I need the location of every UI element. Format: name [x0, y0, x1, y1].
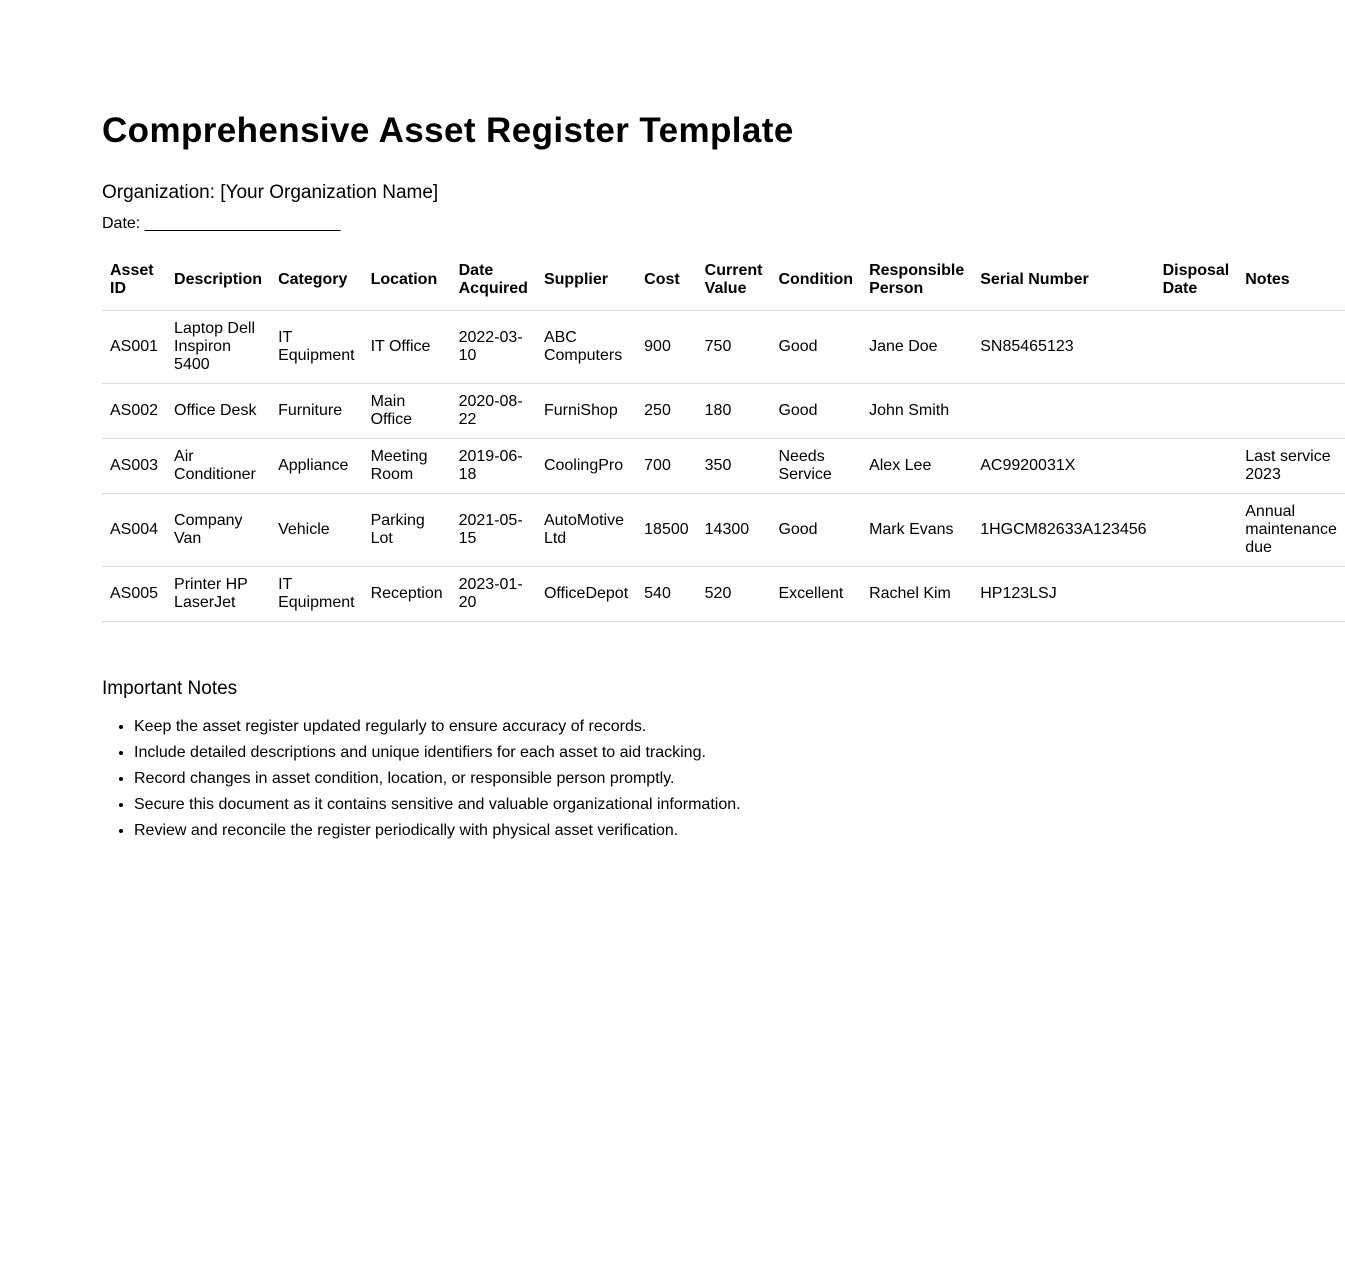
asset-register-table [102, 250, 1345, 622]
cell-notes [1237, 384, 1345, 439]
cell-condition: Excellent [770, 567, 861, 622]
cell-location: IT Office [363, 311, 451, 384]
cell-condition: Good [770, 494, 861, 567]
header-responsible-person: Responsible Person [861, 250, 972, 311]
cell-location: Meeting Room [363, 439, 451, 494]
cell-cost: 700 [636, 439, 697, 494]
cell-description: Office Desk [166, 384, 270, 439]
cell-category: Furniture [270, 384, 363, 439]
cell-notes [1237, 311, 1345, 384]
cell-description: Company Van [166, 494, 270, 567]
header-supplier: Supplier [536, 250, 636, 311]
cell-current-value: 350 [697, 439, 771, 494]
cell-supplier: AutoMotive Ltd [536, 494, 636, 567]
cell-category: IT Equipment [270, 311, 363, 384]
cell-current-value: 180 [697, 384, 771, 439]
cell-description: Laptop Dell Inspiron 5400 [166, 311, 270, 384]
notes-list [102, 714, 741, 844]
cell-date-acquired: 2019-06-18 [451, 439, 536, 494]
date-line: Date: ______________________ [102, 215, 341, 232]
cell-asset-id: AS004 [102, 494, 166, 567]
cell-serial-number [972, 384, 1154, 439]
cell-description: Air Conditioner [166, 439, 270, 494]
header-cost: Cost [636, 250, 697, 311]
cell-category: Appliance [270, 439, 363, 494]
cell-supplier: FurniShop [536, 384, 636, 439]
header-category: Category [270, 250, 363, 311]
cell-responsible-person: John Smith [861, 384, 972, 439]
cell-serial-number: HP123LSJ [972, 567, 1154, 622]
cell-notes: Annual maintenance due [1237, 494, 1345, 567]
list-item: • Keep the asset register updated regularly to ensure accuracy of records. [134, 714, 741, 740]
list-item: • Review and reconcile the register periodically with physical asset verification. [134, 818, 741, 844]
cell-condition: Good [770, 311, 861, 384]
cell-notes: Last service 2023 [1237, 439, 1345, 494]
header-date-acquired: Date Acquired [451, 250, 536, 311]
table-header-row [102, 250, 1345, 311]
cell-cost: 540 [636, 567, 697, 622]
cell-serial-number: SN85465123 [972, 311, 1154, 384]
cell-asset-id: AS002 [102, 384, 166, 439]
cell-disposal-date [1155, 494, 1238, 567]
cell-serial-number: 1HGCM82633A123456 [972, 494, 1154, 567]
table-row [102, 494, 1345, 567]
cell-supplier: OfficeDepot [536, 567, 636, 622]
table-row [102, 384, 1345, 439]
cell-category: IT Equipment [270, 567, 363, 622]
header-notes: Notes [1237, 250, 1345, 311]
document-page [102, 0, 1337, 1285]
cell-date-acquired: 2023-01-20 [451, 567, 536, 622]
cell-asset-id: AS001 [102, 311, 166, 384]
cell-responsible-person: Jane Doe [861, 311, 972, 384]
header-description: Description [166, 250, 270, 311]
cell-responsible-person: Rachel Kim [861, 567, 972, 622]
cell-cost: 18500 [636, 494, 697, 567]
cell-category: Vehicle [270, 494, 363, 567]
cell-disposal-date [1155, 311, 1238, 384]
cell-disposal-date [1155, 439, 1238, 494]
cell-cost: 250 [636, 384, 697, 439]
cell-description: Printer HP LaserJet [166, 567, 270, 622]
cell-date-acquired: 2021-05-15 [451, 494, 536, 567]
list-item: • Include detailed descriptions and unique identifiers for each asset to aid tracking. [134, 740, 741, 766]
header-serial-number: Serial Number [972, 250, 1154, 311]
header-current-value: Current Value [697, 250, 771, 311]
organization-line: Organization: [Your Organization Name] [102, 182, 439, 203]
cell-current-value: 520 [697, 567, 771, 622]
page-title: Comprehensive Asset Register Template [102, 111, 794, 150]
cell-responsible-person: Alex Lee [861, 439, 972, 494]
header-condition: Condition [770, 250, 861, 311]
cell-location: Parking Lot [363, 494, 451, 567]
cell-current-value: 14300 [697, 494, 771, 567]
header-location: Location [363, 250, 451, 311]
cell-asset-id: AS005 [102, 567, 166, 622]
header-disposal-date: Disposal Date [1155, 250, 1238, 311]
cell-responsible-person: Mark Evans [861, 494, 972, 567]
cell-asset-id: AS003 [102, 439, 166, 494]
table-row [102, 439, 1345, 494]
cell-cost: 900 [636, 311, 697, 384]
list-item: • Record changes in asset condition, location, or responsible person promptly. [134, 766, 741, 792]
cell-serial-number: AC9920031X [972, 439, 1154, 494]
cell-location: Reception [363, 567, 451, 622]
header-asset-id: Asset ID [102, 250, 166, 311]
cell-supplier: CoolingPro [536, 439, 636, 494]
cell-condition: Needs Service [770, 439, 861, 494]
table-body [102, 311, 1345, 622]
cell-notes [1237, 567, 1345, 622]
cell-disposal-date [1155, 384, 1238, 439]
cell-date-acquired: 2022-03-10 [451, 311, 536, 384]
cell-location: Main Office [363, 384, 451, 439]
cell-date-acquired: 2020-08-22 [451, 384, 536, 439]
table-row [102, 567, 1345, 622]
cell-supplier: ABC Computers [536, 311, 636, 384]
list-item: • Secure this document as it contains sensitive and valuable organizational information. [134, 792, 741, 818]
cell-condition: Good [770, 384, 861, 439]
cell-current-value: 750 [697, 311, 771, 384]
cell-disposal-date [1155, 567, 1238, 622]
notes-title: Important Notes [102, 678, 238, 699]
table-row [102, 311, 1345, 384]
